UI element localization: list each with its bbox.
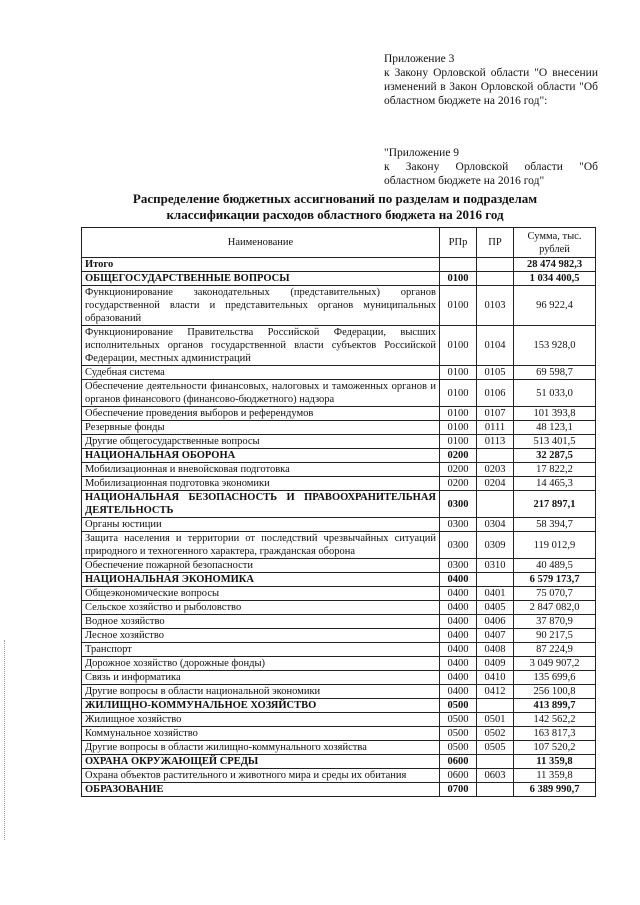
row-name-cell: Водное хозяйство: [82, 615, 440, 629]
row-rpr-cell: 0400: [440, 685, 477, 699]
table-row: [82, 685, 596, 699]
row-rpr-cell: 0200: [440, 477, 477, 491]
row-sum-cell: 142 562,2: [514, 713, 596, 727]
table-row: [82, 615, 596, 629]
row-sum-cell: 37 870,9: [514, 615, 596, 629]
row-name-cell: ОБРАЗОВАНИЕ: [82, 783, 440, 797]
row-rpr-cell: 0100: [440, 421, 477, 435]
row-sum-cell: 2 847 082,0: [514, 601, 596, 615]
row-sum-cell: 69 598,7: [514, 366, 596, 380]
header-sum: Сумма, тыс. рублей: [514, 228, 596, 258]
row-rpr-cell: 0400: [440, 587, 477, 601]
appendix-3-title: Приложение 3: [384, 53, 455, 65]
row-pr-cell: 0204: [477, 477, 514, 491]
row-rpr-cell: 0100: [440, 326, 477, 366]
row-name-cell: Обеспечение деятельности финансовых, налоговых и таможенных органов и органов финансового (финансово-бюджетного) надзора: [82, 380, 440, 407]
row-rpr-cell: 0300: [440, 491, 477, 518]
row-name-cell: Судебная система: [82, 366, 440, 380]
row-sum-cell: 96 922,4: [514, 286, 596, 326]
row-sum-cell: 17 822,2: [514, 463, 596, 477]
row-name-cell: Резервные фонды: [82, 421, 440, 435]
row-sum-cell: 1 034 400,5: [514, 272, 596, 286]
document-title-line-1: Распределение бюджетных ассигнований по разделам и подразделам: [132, 191, 538, 206]
row-rpr-cell: 0400: [440, 643, 477, 657]
row-pr-cell: [477, 783, 514, 797]
table-row: [82, 643, 596, 657]
row-name-cell: Лесное хозяйство: [82, 629, 440, 643]
row-sum-cell: 28 474 982,3: [514, 258, 596, 272]
row-pr-cell: [477, 699, 514, 713]
row-rpr-cell: [440, 258, 477, 272]
row-rpr-cell: 0500: [440, 727, 477, 741]
row-name-cell: Связь и информатика: [82, 671, 440, 685]
row-pr-cell: 0409: [477, 657, 514, 671]
table-row: [82, 713, 596, 727]
table-row: [82, 286, 596, 326]
row-rpr-cell: 0100: [440, 286, 477, 326]
row-pr-cell: 0111: [477, 421, 514, 435]
row-pr-cell: [477, 491, 514, 518]
row-rpr-cell: 0700: [440, 783, 477, 797]
row-name-cell: Мобилизационная подготовка экономики: [82, 477, 440, 491]
row-sum-cell: 119 012,9: [514, 532, 596, 559]
row-rpr-cell: 0400: [440, 573, 477, 587]
section-row: [82, 699, 596, 713]
section-row: [82, 783, 596, 797]
row-pr-cell: [477, 755, 514, 769]
table-header-row: [82, 228, 596, 258]
row-pr-cell: 0304: [477, 518, 514, 532]
header-name: Наименование: [82, 228, 440, 258]
row-rpr-cell: 0300: [440, 559, 477, 573]
row-rpr-cell: 0300: [440, 532, 477, 559]
row-rpr-cell: 0100: [440, 407, 477, 421]
row-pr-cell: 0113: [477, 435, 514, 449]
row-name-cell: ЖИЛИЩНО-КОММУНАЛЬНОЕ ХОЗЯЙСТВО: [82, 699, 440, 713]
row-name-cell: Жилищное хозяйство: [82, 713, 440, 727]
row-name-cell: Охрана объектов растительного и животного мира и среды их обитания: [82, 769, 440, 783]
row-pr-cell: 0603: [477, 769, 514, 783]
row-name-cell: Обеспечение проведения выборов и референдумов: [82, 407, 440, 421]
row-rpr-cell: 0100: [440, 272, 477, 286]
row-name-cell: ОХРАНА ОКРУЖАЮЩЕЙ СРЕДЫ: [82, 755, 440, 769]
row-rpr-cell: 0300: [440, 518, 477, 532]
row-name-cell: Другие вопросы в области жилищно-коммунального хозяйства: [82, 741, 440, 755]
scan-edge-mark: [4, 640, 7, 840]
row-sum-cell: 6 579 173,7: [514, 573, 596, 587]
row-pr-cell: 0401: [477, 587, 514, 601]
appendix-9-header: [384, 146, 598, 188]
row-sum-cell: 87 224,9: [514, 643, 596, 657]
table-row: [82, 727, 596, 741]
table-row: [82, 518, 596, 532]
row-sum-cell: 101 393,8: [514, 407, 596, 421]
row-name-cell: Другие вопросы в области национальной экономики: [82, 685, 440, 699]
appendix-9-title: "Приложение 9: [384, 147, 460, 159]
row-pr-cell: 0410: [477, 671, 514, 685]
header-rpr: РПр: [440, 228, 477, 258]
appendix-3-text: к Закону Орловской области "О внесении изменений в Закон Орловской области "Об областном бюджете на 2016 год":: [384, 67, 598, 107]
row-sum-cell: 163 817,3: [514, 727, 596, 741]
row-name-cell: Общеэкономические вопросы: [82, 587, 440, 601]
row-sum-cell: 6 389 990,7: [514, 783, 596, 797]
row-sum-cell: 256 100,8: [514, 685, 596, 699]
row-rpr-cell: 0100: [440, 380, 477, 407]
table-row: [82, 601, 596, 615]
table-row: [82, 407, 596, 421]
appendix-3-header: [384, 52, 598, 108]
table-row: [82, 380, 596, 407]
row-rpr-cell: 0500: [440, 713, 477, 727]
row-rpr-cell: 0200: [440, 463, 477, 477]
table-row: [82, 326, 596, 366]
row-sum-cell: 413 899,7: [514, 699, 596, 713]
row-rpr-cell: 0400: [440, 657, 477, 671]
row-name-cell: НАЦИОНАЛЬНАЯ ЭКОНОМИКА: [82, 573, 440, 587]
row-pr-cell: 0104: [477, 326, 514, 366]
row-rpr-cell: 0400: [440, 629, 477, 643]
row-pr-cell: 0310: [477, 559, 514, 573]
row-name-cell: Транспорт: [82, 643, 440, 657]
row-name-cell: Коммунальное хозяйство: [82, 727, 440, 741]
document-title: [70, 191, 600, 223]
section-row: [82, 491, 596, 518]
section-row: [82, 449, 596, 463]
row-name-cell: НАЦИОНАЛЬНАЯ БЕЗОПАСНОСТЬ И ПРАВООХРАНИТЕЛЬНАЯ ДЕЯТЕЛЬНОСТЬ: [82, 491, 440, 518]
row-sum-cell: 3 049 907,2: [514, 657, 596, 671]
document-title-line-2: классификации расходов областного бюджета на 2016 год: [166, 207, 504, 222]
row-pr-cell: [477, 449, 514, 463]
row-rpr-cell: 0400: [440, 671, 477, 685]
row-name-cell: Защита населения и территории от последствий чрезвычайных ситуаций природного и техногенного характера, гражданская оборона: [82, 532, 440, 559]
row-rpr-cell: 0400: [440, 615, 477, 629]
row-pr-cell: [477, 258, 514, 272]
row-sum-cell: 513 401,5: [514, 435, 596, 449]
row-pr-cell: 0408: [477, 643, 514, 657]
row-rpr-cell: 0100: [440, 435, 477, 449]
row-sum-cell: 40 489,5: [514, 559, 596, 573]
table-row: [82, 587, 596, 601]
table-row: [82, 477, 596, 491]
row-pr-cell: 0502: [477, 727, 514, 741]
row-sum-cell: 14 465,3: [514, 477, 596, 491]
row-sum-cell: 217 897,1: [514, 491, 596, 518]
row-sum-cell: 51 033,0: [514, 380, 596, 407]
row-sum-cell: 135 699,6: [514, 671, 596, 685]
table-row: [82, 629, 596, 643]
row-name-cell: Другие общегосударственные вопросы: [82, 435, 440, 449]
header-pr: ПР: [477, 228, 514, 258]
row-sum-cell: 48 123,1: [514, 421, 596, 435]
table-row: [82, 657, 596, 671]
row-pr-cell: 0505: [477, 741, 514, 755]
row-pr-cell: 0105: [477, 366, 514, 380]
total-row: [82, 258, 596, 272]
row-name-cell: ОБЩЕГОСУДАРСТВЕННЫЕ ВОПРОСЫ: [82, 272, 440, 286]
row-rpr-cell: 0200: [440, 449, 477, 463]
row-pr-cell: 0501: [477, 713, 514, 727]
table-row: [82, 463, 596, 477]
row-name-cell: Функционирование Правительства Российской Федерации, высших исполнительных органов государственной власти субъектов Российской Федерации, местных администраций: [82, 326, 440, 366]
table-row: [82, 532, 596, 559]
row-sum-cell: 90 217,5: [514, 629, 596, 643]
appendix-9-text: к Закону Орловской области "Об областном бюджете на 2016 год": [384, 161, 598, 187]
table-row: [82, 741, 596, 755]
row-pr-cell: 0406: [477, 615, 514, 629]
row-pr-cell: 0407: [477, 629, 514, 643]
table-body: [82, 258, 596, 797]
row-rpr-cell: 0600: [440, 755, 477, 769]
row-rpr-cell: 0600: [440, 769, 477, 783]
row-pr-cell: 0106: [477, 380, 514, 407]
table-row: [82, 366, 596, 380]
row-name-cell: Органы юстиции: [82, 518, 440, 532]
row-sum-cell: 107 520,2: [514, 741, 596, 755]
budget-table: [81, 227, 596, 797]
section-row: [82, 272, 596, 286]
table-row: [82, 435, 596, 449]
row-pr-cell: 0412: [477, 685, 514, 699]
section-row: [82, 755, 596, 769]
row-pr-cell: 0103: [477, 286, 514, 326]
row-pr-cell: 0309: [477, 532, 514, 559]
row-sum-cell: 32 287,5: [514, 449, 596, 463]
row-name-cell: Дорожное хозяйство (дорожные фонды): [82, 657, 440, 671]
row-pr-cell: [477, 573, 514, 587]
row-name-cell: Обеспечение пожарной безопасности: [82, 559, 440, 573]
section-row: [82, 573, 596, 587]
row-pr-cell: 0203: [477, 463, 514, 477]
table-row: [82, 769, 596, 783]
row-sum-cell: 75 070,7: [514, 587, 596, 601]
row-pr-cell: 0405: [477, 601, 514, 615]
row-rpr-cell: 0100: [440, 366, 477, 380]
row-name-cell: Мобилизационная и вневойсковая подготовка: [82, 463, 440, 477]
row-name-cell: Функционирование законодательных (представительных) органов государственной власти и представительных органов муниципальных образований: [82, 286, 440, 326]
table-row: [82, 671, 596, 685]
row-sum-cell: 11 359,8: [514, 755, 596, 769]
row-name-cell: Итого: [82, 258, 440, 272]
row-sum-cell: 153 928,0: [514, 326, 596, 366]
row-pr-cell: 0107: [477, 407, 514, 421]
row-sum-cell: 11 359,8: [514, 769, 596, 783]
row-rpr-cell: 0400: [440, 601, 477, 615]
row-pr-cell: [477, 272, 514, 286]
row-name-cell: Сельское хозяйство и рыболовство: [82, 601, 440, 615]
table-row: [82, 559, 596, 573]
row-rpr-cell: 0500: [440, 699, 477, 713]
row-sum-cell: 58 394,7: [514, 518, 596, 532]
row-rpr-cell: 0500: [440, 741, 477, 755]
row-name-cell: НАЦИОНАЛЬНАЯ ОБОРОНА: [82, 449, 440, 463]
table-row: [82, 421, 596, 435]
